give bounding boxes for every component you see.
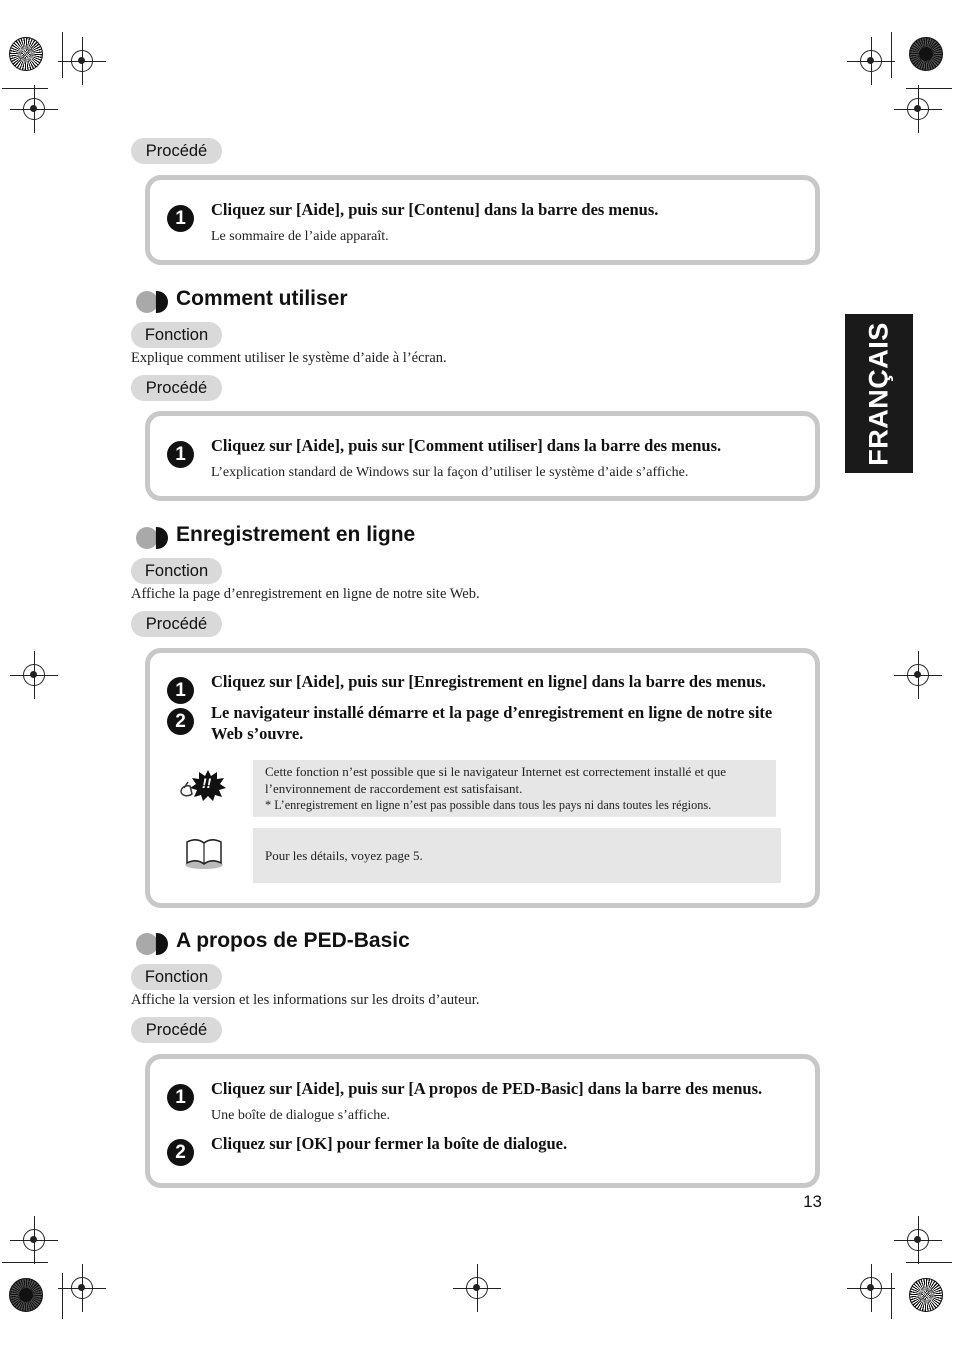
note-text: Cette fonction n’est possible que si le navigateur Internet est correctement installé et que l’environnement de raccordement est satisfaisant. <box>265 764 726 796</box>
note-warning-icon <box>178 768 232 802</box>
registration-starburst-top-left <box>9 37 43 71</box>
step-result: Une boîte de dialogue s’affiche. <box>211 1108 390 1123</box>
crosshair-mark <box>907 1229 929 1251</box>
crop-line <box>62 1273 63 1319</box>
note-box <box>253 760 776 817</box>
crosshair-mark <box>23 664 45 686</box>
crop-line <box>62 32 63 78</box>
reference-box <box>253 828 781 883</box>
step-instruction: Cliquez sur [Aide], puis sur [Contenu] dans la barre des menus. <box>211 200 659 219</box>
step-number: 1 <box>167 1084 194 1111</box>
crop-line <box>891 32 892 78</box>
crosshair-mark <box>466 1277 488 1299</box>
section-heading-online-registration: Enregistrement en ligne <box>176 523 416 546</box>
function-label: Fonction <box>131 964 222 990</box>
registration-starburst-bottom-left <box>9 1278 43 1312</box>
book-reference-icon <box>184 838 224 870</box>
step-number: 2 <box>167 1139 194 1166</box>
crop-line <box>2 1262 48 1263</box>
function-description: Affiche la page d’enregistrement en ligne de notre site Web. <box>131 586 480 602</box>
crop-line <box>906 1262 952 1263</box>
registration-starburst-bottom-right <box>909 1278 943 1312</box>
step-number: 1 <box>167 205 194 232</box>
contents-steps-box <box>145 175 820 265</box>
function-label: Fonction <box>131 558 222 584</box>
crop-line <box>2 88 48 89</box>
note-footnote: * L’enregistrement en ligne n’est pas possible dans tous les pays ni dans toutes les régions. <box>265 798 712 812</box>
step-instruction: Cliquez sur [Aide], puis sur [Comment utiliser] dans la barre des menus. <box>211 436 722 455</box>
function-description: Affiche la version et les informations sur les droits d’auteur. <box>131 992 480 1008</box>
step-instruction: Cliquez sur [Aide], puis sur [Enregistrement en ligne] dans la barre des menus. <box>211 672 766 691</box>
crosshair-mark <box>23 1229 45 1251</box>
step-number: 1 <box>167 677 194 704</box>
procedure-label: Procédé <box>131 375 222 401</box>
note-icon-text: !! <box>202 775 212 791</box>
section-bullet-icon <box>136 527 168 549</box>
section-heading-how-to-use: Comment utiliser <box>176 287 348 310</box>
procedure-label: Procédé <box>131 611 222 637</box>
registration-starburst-top-right <box>909 37 943 71</box>
crosshair-mark <box>907 98 929 120</box>
procedure-label: Procédé <box>131 1017 222 1043</box>
section-heading-about: A propos de PED-Basic <box>176 929 410 952</box>
crosshair-mark <box>71 1277 93 1299</box>
section-bullet-icon <box>136 291 168 313</box>
step-instruction: Le navigateur installé démarre et la page d’enregistrement en ligne de notre site Web s’ouvre. <box>211 703 773 743</box>
crop-line <box>891 1273 892 1319</box>
crosshair-mark <box>23 98 45 120</box>
crosshair-mark <box>907 664 929 686</box>
crosshair-mark <box>860 50 882 72</box>
function-description: Explique comment utiliser le système d’aide à l’écran. <box>131 350 447 366</box>
step-number: 2 <box>167 708 194 735</box>
crop-line <box>906 88 952 89</box>
crosshair-mark <box>860 1277 882 1299</box>
step-result: L’explication standard de Windows sur la façon d’utiliser le système d’aide s’affiche. <box>211 465 689 480</box>
procedure-label: Procédé <box>131 138 222 164</box>
language-label: FRANÇAIS <box>863 321 894 466</box>
language-side-tab <box>845 314 913 473</box>
step-instruction: Cliquez sur [Aide], puis sur [A propos de PED-Basic] dans la barre des menus. <box>211 1079 763 1098</box>
reference-text: Pour les détails, voyez page 5. <box>265 848 423 863</box>
step-result: Le sommaire de l’aide apparaît. <box>211 229 389 244</box>
step-number: 1 <box>167 441 194 468</box>
crosshair-mark <box>71 50 93 72</box>
step-instruction: Cliquez sur [OK] pour fermer la boîte de dialogue. <box>211 1134 568 1153</box>
section-bullet-icon <box>136 933 168 955</box>
how-to-use-steps-box <box>145 411 820 501</box>
page-number: 13 <box>803 1192 822 1211</box>
function-label: Fonction <box>131 322 222 348</box>
